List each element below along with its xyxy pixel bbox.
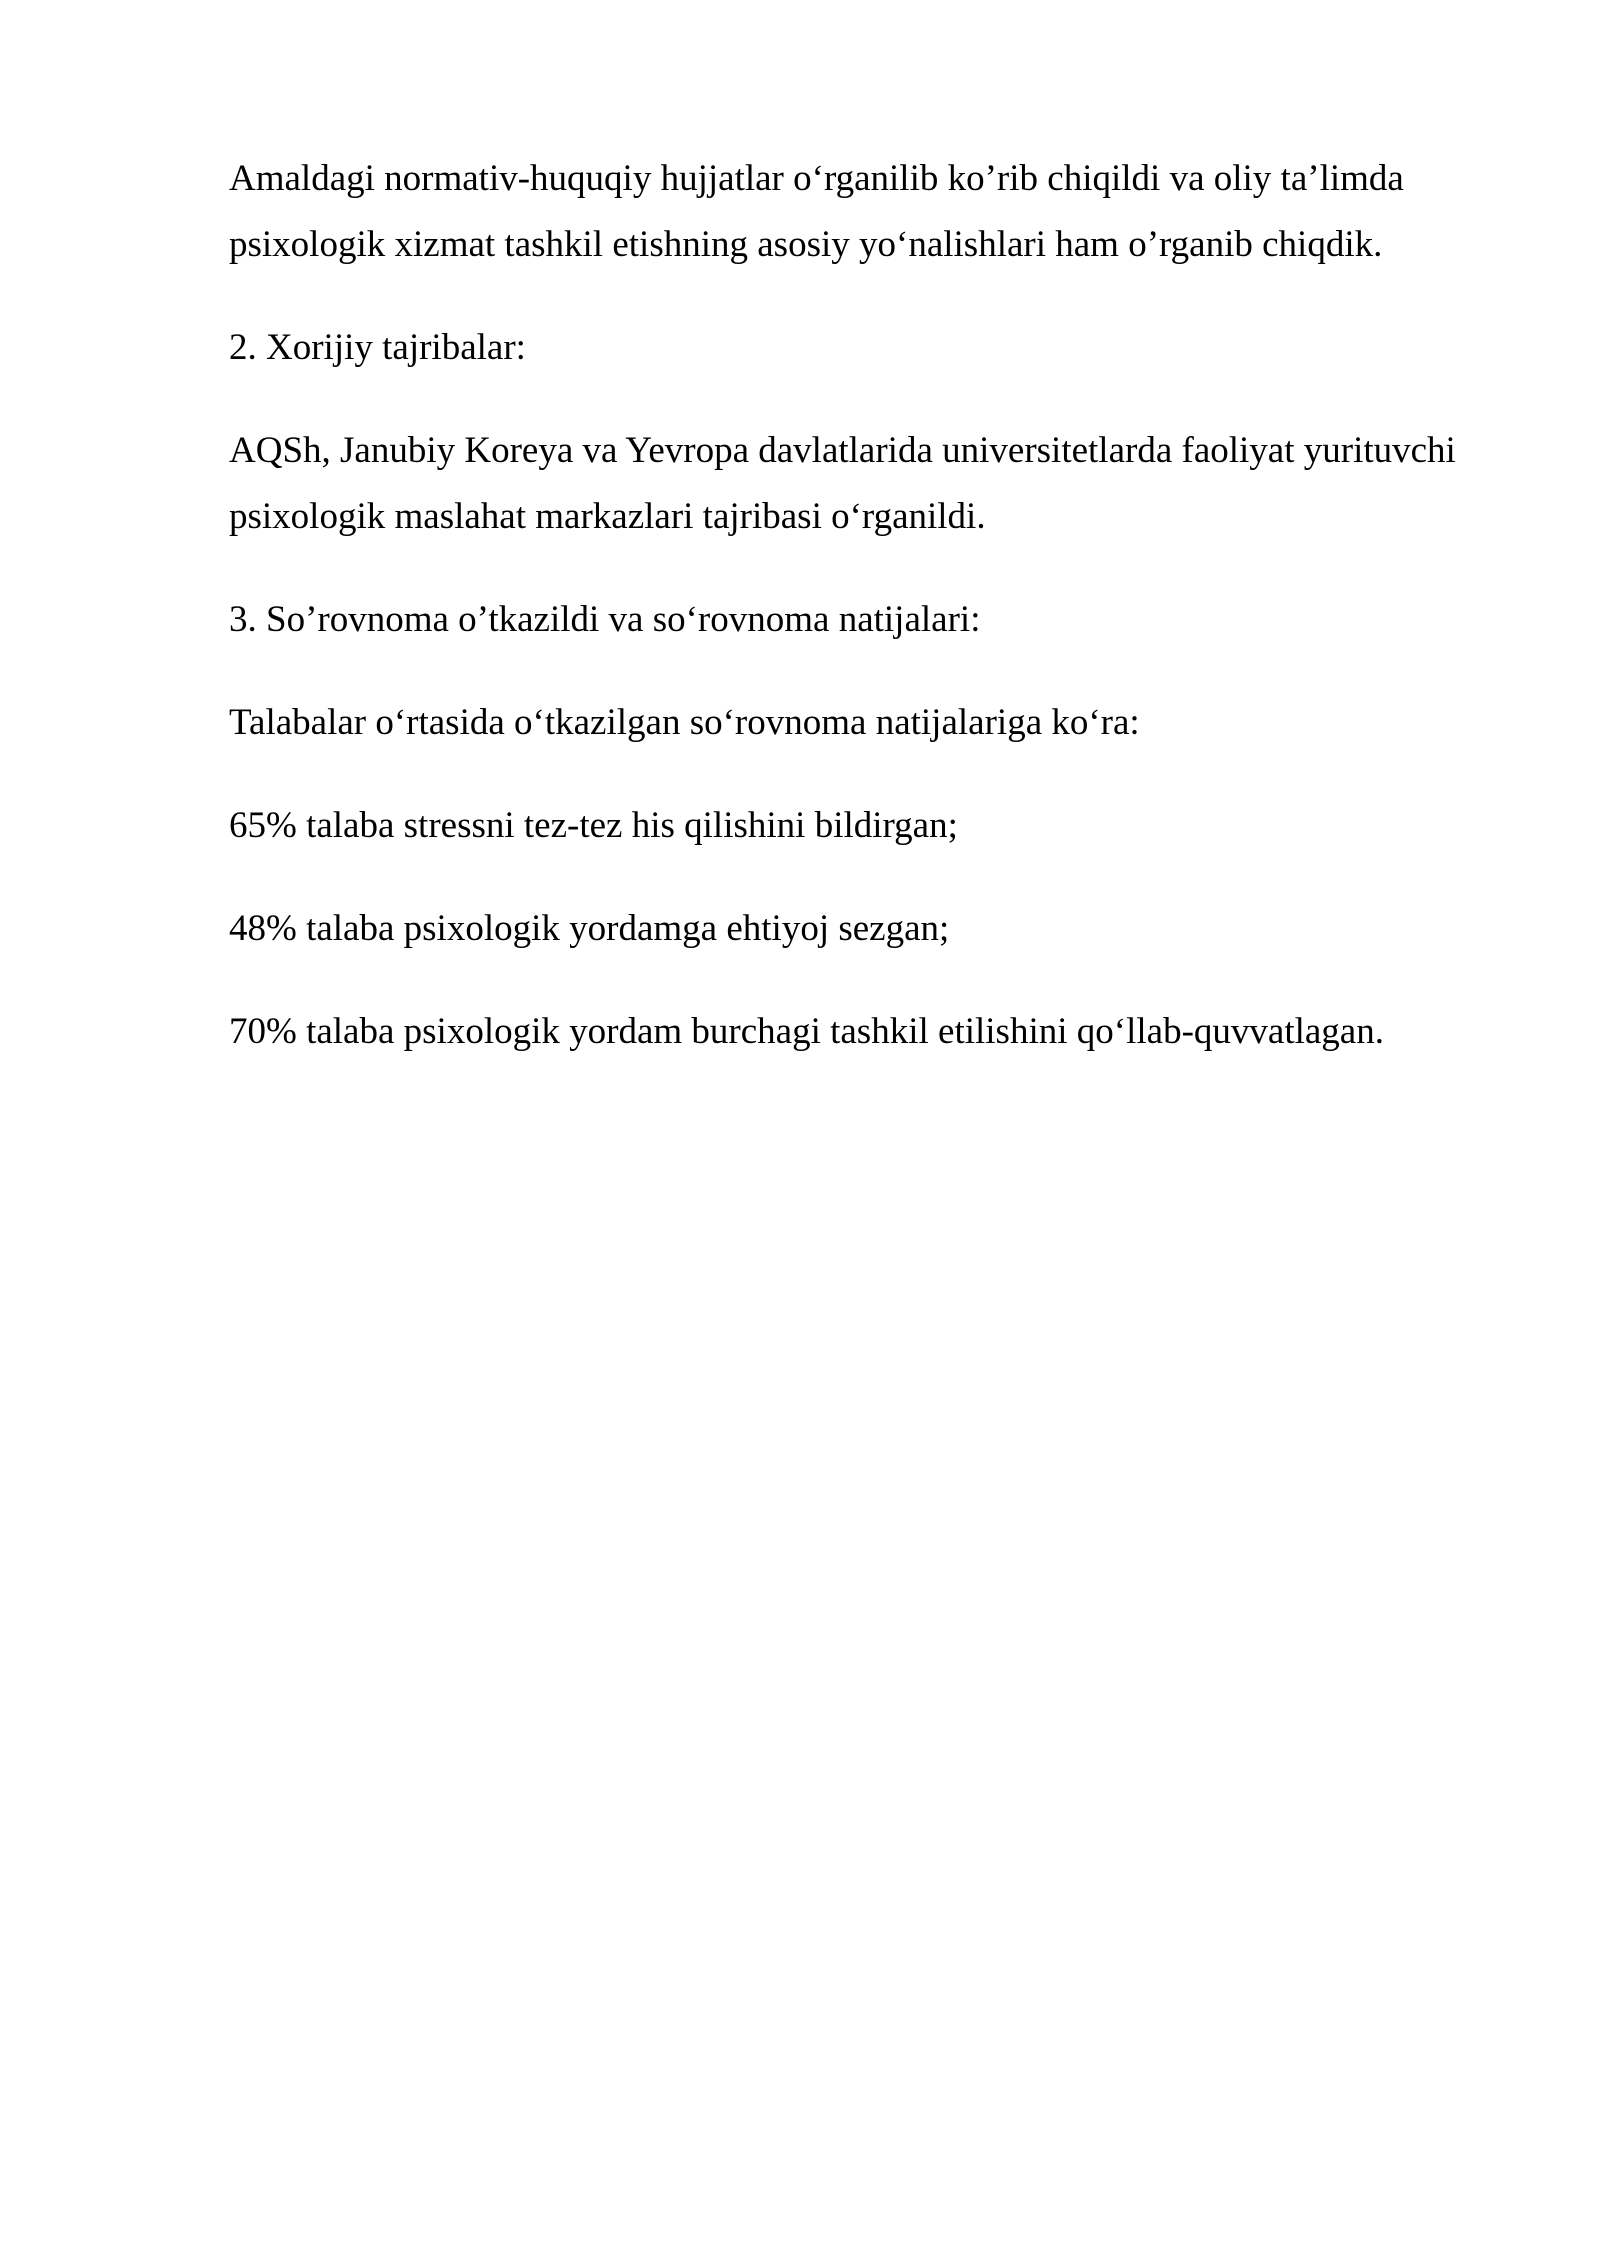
text-line: AQSh, Janubiy Koreya va Yevropa davlatlarida universitetlarda faoliyat yurituvchi [229, 430, 1456, 471]
survey-result-item: 70% talaba psixologik yordam burchagi tashkil etilishini qo‘llab-quvvatlagan. [229, 1011, 1384, 1052]
text-line: psixologik xizmat tashkil etishning asosiy yo‘nalishlari ham o’rganib chiqdik. [229, 224, 1383, 265]
section-heading-foreign-experience: 2. Xorijiy tajribalar: [229, 327, 526, 368]
survey-result-item: 65% talaba stressni tez-tez his qilishini bildirgan; [229, 805, 958, 846]
text-line: Amaldagi normativ-huquqiy hujjatlar o‘rganilib ko’rib chiqildi va oliy ta’limda [229, 158, 1404, 199]
section-heading-survey: 3. So’rovnoma o’tkazildi va so‘rovnoma natijalari: [229, 599, 981, 640]
paragraph-normative-documents [229, 146, 1529, 278]
survey-result-item: 48% talaba psixologik yordamga ehtiyoj sezgan; [229, 908, 950, 949]
text-line: psixologik maslahat markazlari tajribasi o‘rganildi. [229, 496, 986, 537]
paragraph-foreign-experience [229, 418, 1529, 550]
document-body [229, 146, 1529, 1065]
survey-intro: Talabalar o‘rtasida o‘tkazilgan so‘rovnoma natijalariga ko‘ra: [229, 702, 1140, 743]
